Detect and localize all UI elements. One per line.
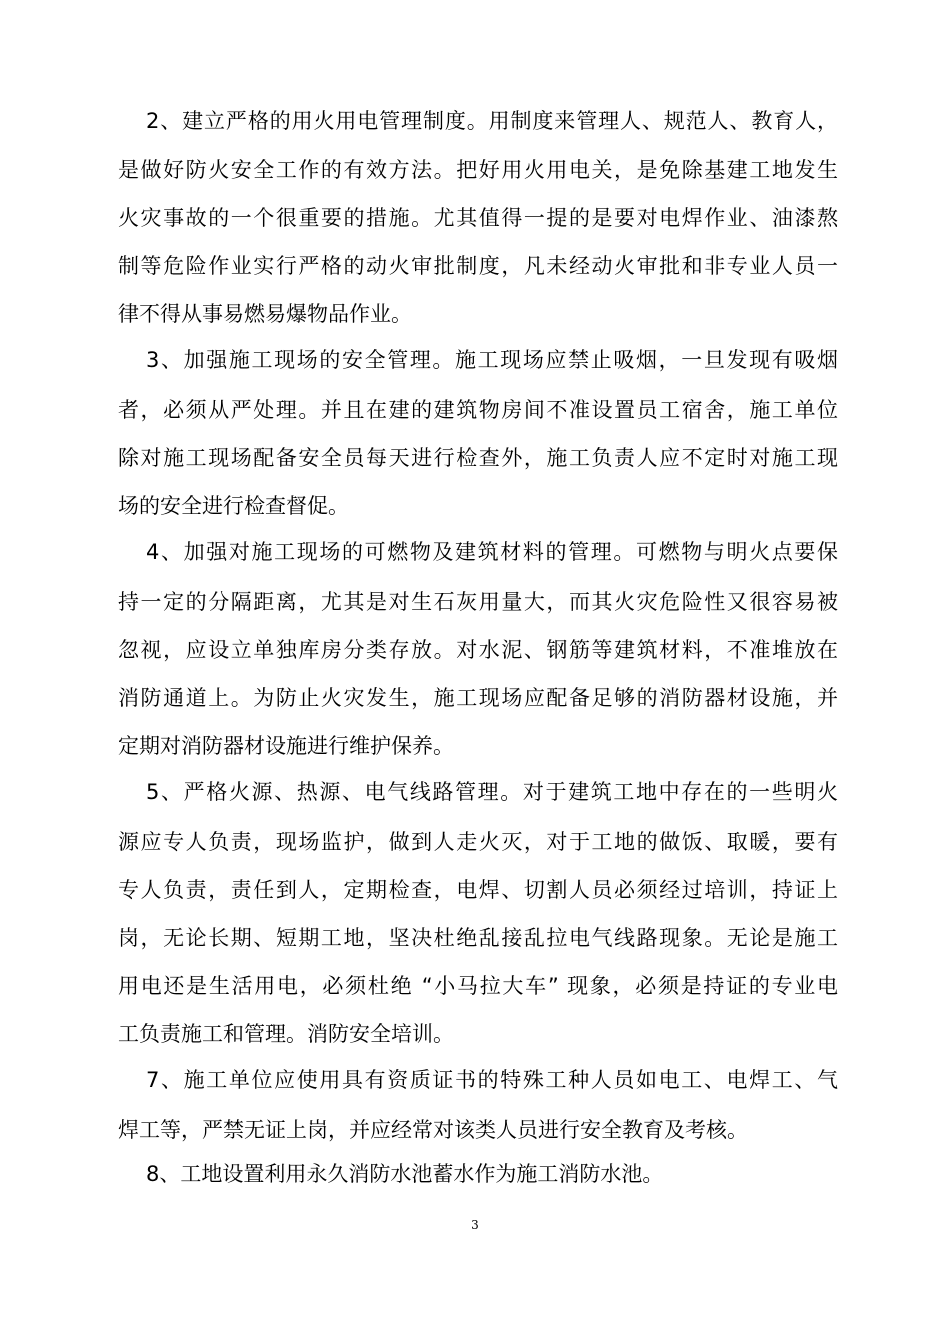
paragraph-5-line-1: 5、严格火源、热源、电气线路管理。对于建筑工地中存在的一些明火: [146, 780, 838, 804]
paragraph-5-line-2: 源应专人负责，现场监护，做到人走火灭，对于工地的做饭、取暖，要有: [118, 830, 838, 854]
paragraph-2-line-4: 制等危险作业实行严格的动火审批制度，凡未经动火审批和非专业人员一: [118, 254, 838, 278]
paragraph-2-line-2: 是做好防火安全工作的有效方法。把好用火用电关，是免除基建工地发生: [118, 158, 838, 182]
paragraph-2-line-1: 2、建立严格的用火用电管理制度。用制度来管理人、规范人、教育人，: [146, 109, 838, 133]
paragraph-3-line-1: 3、加强施工现场的安全管理。施工现场应禁止吸烟，一旦发现有吸烟: [146, 348, 838, 372]
paragraph-4-line-5: 定期对消防器材设施进行维护保养。: [118, 734, 454, 758]
paragraph-5-line-6: 工负责施工和管理。消防安全培训。: [118, 1022, 454, 1046]
paragraph-3-line-4: 场的安全进行检查督促。: [118, 494, 349, 518]
paragraph-5-line-5: 用电还是生活用电，必须杜绝 “小马拉大车” 现象，必须是持证的专业电: [118, 974, 838, 998]
paragraph-5-line-4: 岗，无论长期、短期工地，坚决杜绝乱接乱拉电气线路现象。无论是施工: [118, 926, 838, 950]
paragraph-8-line-1: 8、工地设置利用永久消防水池蓄水作为施工消防水池。: [146, 1162, 664, 1186]
paragraph-5-line-3: 专人负责，责任到人，定期检查，电焊、切割人员必须经过培训，持证上: [118, 878, 838, 902]
page-number: 3: [471, 1218, 479, 1232]
paragraph-3-line-3: 除对施工现场配备安全员每天进行检查外，施工负责人应不定时对施工现: [118, 446, 838, 470]
paragraph-2-line-5: 律不得从事易燃易爆物品作业。: [118, 302, 412, 326]
paragraph-4-line-3: 忽视，应设立单独库房分类存放。对水泥、钢筋等建筑材料，不准堆放在: [118, 638, 838, 662]
paragraph-7-line-2: 焊工等，严禁无证上岗，并应经常对该类人员进行安全教育及考核。: [118, 1118, 748, 1142]
paragraph-4-line-2: 持一定的分隔距离，尤其是对生石灰用量大，而其火灾危险性又很容易被: [118, 590, 838, 614]
paragraph-3-line-2: 者，必须从严处理。并且在建的建筑物房间不准设置员工宿舍，施工单位: [118, 398, 838, 422]
paragraph-7-line-1: 7、施工单位应使用具有资质证书的特殊工种人员如电工、电焊工、气: [146, 1068, 838, 1092]
paragraph-4-line-4: 消防通道上。为防止火灾发生，施工现场应配备足够的消防器材设施，并: [118, 686, 838, 710]
paragraph-4-line-1: 4、加强对施工现场的可燃物及建筑材料的管理。可燃物与明火点要保: [146, 540, 838, 564]
paragraph-2-line-3: 火灾事故的一个很重要的措施。尤其值得一提的是要对电焊作业、油漆熬: [118, 206, 838, 230]
